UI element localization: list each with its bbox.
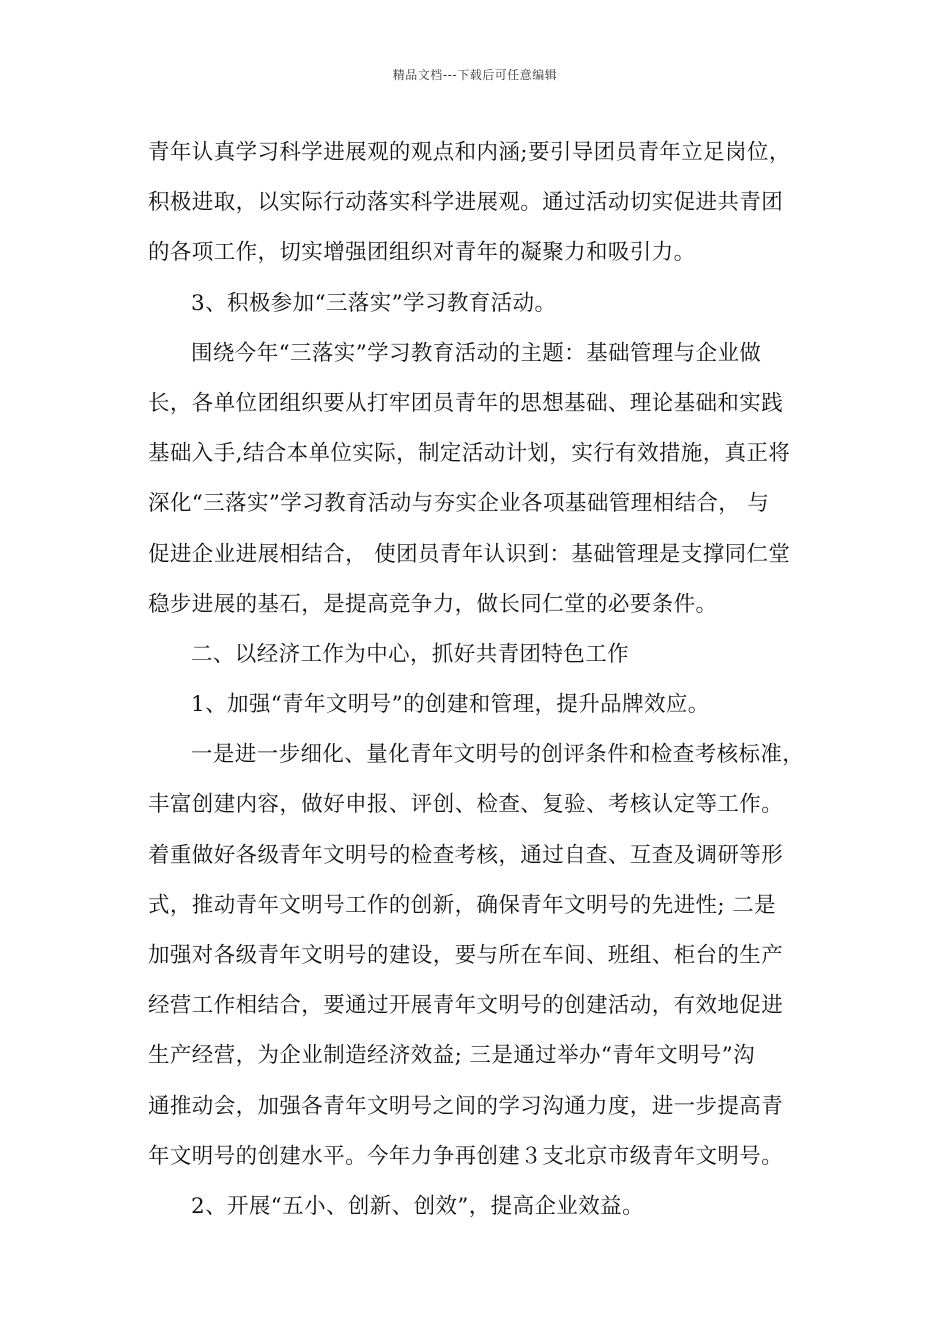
text-line: 深化“三落实”学习教育活动与夯实企业各项基础管理相结合， 与 [148, 491, 770, 517]
text-line: 年文明号的创建水平。今年力争再创建３支北京市级青年文明号。 [148, 1143, 784, 1169]
text-line: 加强对各级青年文明号的建设，要与所在车间、班组、柜台的生产 [148, 943, 784, 968]
text-line: 一是进一步细化、量化青年文明号的创评条件和检查考核标准， [191, 742, 805, 768]
text-line: 着重做好各级青年文明号的检查考核，通过自查、互查及调研等形 [148, 842, 784, 868]
text-line: 长，各单位团组织要从打牢团员青年的思想基础、理论基础和实践 [148, 390, 784, 416]
text-line: 围绕今年“三落实”学习教育活动的主题：基础管理与企业做 [191, 340, 762, 366]
text-line: 的各项工作，切实增强团组织对青年的凝聚力和吸引力。 [148, 240, 696, 266]
text-line: 通推动会，加强各青年文明号之间的学习沟通力度，进一步提高青 [148, 1093, 784, 1119]
text-line: 青年认真学习科学进展观的观点和内涵;要引导团员青年立足岗位， [148, 140, 791, 165]
text-line: 丰富创建内容，做好申报、评创、检查、复验、考核认定等工作。 [148, 792, 784, 818]
text-line: 式，推动青年文明号工作的创新，确保青年文明号的先进性; 二是 [148, 892, 777, 918]
text-line: 基础入手,结合本单位实际，制定活动计划，实行有效措施，真正将 [148, 441, 791, 467]
text-line: 经营工作相结合，要通过开展青年文明号的创建活动，有效地促进 [148, 993, 784, 1019]
text-line: 2、开展“五小、创新、创效”，提高企业效益。 [191, 1193, 644, 1219]
text-line: 3、积极参加“三落实”学习教育活动。 [191, 290, 557, 316]
page-header: 精品文档---下载后可任意编辑 [392, 68, 558, 82]
text-line: 生产经营，为企业制造经济效益; 三是通过举办“青年文明号”沟 [148, 1043, 756, 1069]
text-line: 积极进取，以实际行动落实科学进展观。通过活动切实促进共青团 [148, 190, 784, 216]
text-line: 1、加强“青年文明号”的创建和管理，提升品牌效应。 [191, 692, 710, 718]
document-body [148, 128, 808, 1232]
text-line: 稳步进展的基石，是提高竞争力，做长同仁堂的必要条件。 [148, 591, 718, 617]
text-line: 促进企业进展相结合， 使团员青年认识到：基础管理是支撑同仁堂 [148, 541, 791, 567]
text-line: 二、以经济工作为中心，抓好共青团特色工作 [191, 641, 630, 667]
